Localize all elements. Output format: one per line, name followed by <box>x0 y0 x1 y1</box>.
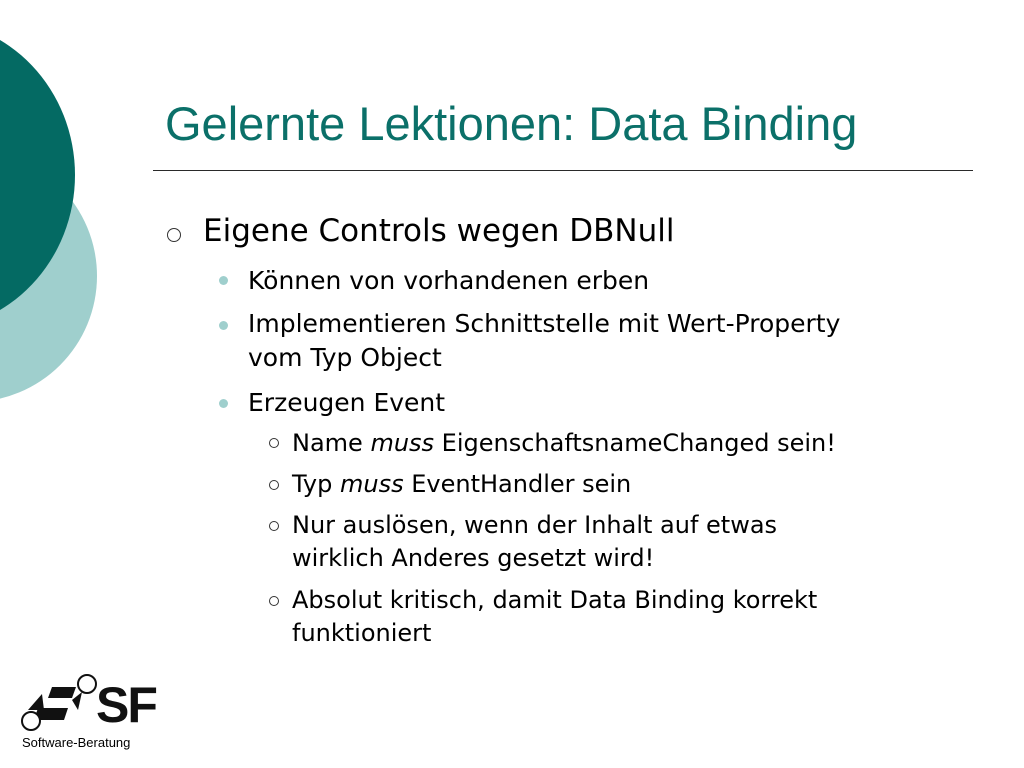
ring-bullet-icon <box>269 438 279 448</box>
logo-tagline: Software-Beratung <box>22 735 131 750</box>
bullet-text-emphasis: muss <box>370 429 435 457</box>
logo-letters: SF <box>96 677 156 733</box>
bullet-text-line2: vom Typ Object <box>248 343 442 372</box>
ring-bullet-icon <box>269 521 279 531</box>
bullet-text-emphasis: muss <box>340 470 404 498</box>
logo-circle-top <box>78 675 96 693</box>
logo-circle-bottom <box>22 712 40 730</box>
bullet-text-line1: Nur auslösen, wenn der Inhalt auf etwas <box>292 511 778 539</box>
bullet-text-post: EventHandler sein <box>403 470 632 498</box>
bullet-text-line2: wirklich Anderes gesetzt wird! <box>292 544 655 572</box>
slide-title: Gelernte Lektionen: Data Binding <box>165 97 858 150</box>
dot-bullet-icon <box>219 321 228 330</box>
ring-bullet-icon <box>269 480 279 490</box>
logo-arrow-icon <box>28 694 44 710</box>
dot-bullet-icon <box>219 276 228 285</box>
ring-bullet-icon <box>167 228 181 242</box>
bullet-text-pre: Typ <box>292 470 340 498</box>
bullet-text-line1: Absolut kritisch, damit Data Binding korrekt <box>292 586 818 614</box>
bullet-text: Erzeugen Event <box>248 388 446 417</box>
bullet-text: Können von vorhandenen erben <box>248 266 650 295</box>
bullet-text: Eigene Controls wegen DBNull <box>203 213 675 249</box>
bullet-text <box>292 467 631 501</box>
bullet-text <box>292 426 836 460</box>
bullet-text-post: EigenschaftsnameChanged sein! <box>434 429 836 457</box>
bullet-text-pre: Name <box>292 429 371 457</box>
bullet-text-line2: funktioniert <box>292 619 432 647</box>
bullet-text-line1: Implementieren Schnittstelle mit Wert-Property <box>248 309 841 338</box>
dot-bullet-icon <box>219 399 228 408</box>
logo-swirl-icon <box>48 687 76 698</box>
logo-arrow-icon-right <box>72 692 82 710</box>
ring-bullet-icon <box>269 596 279 606</box>
